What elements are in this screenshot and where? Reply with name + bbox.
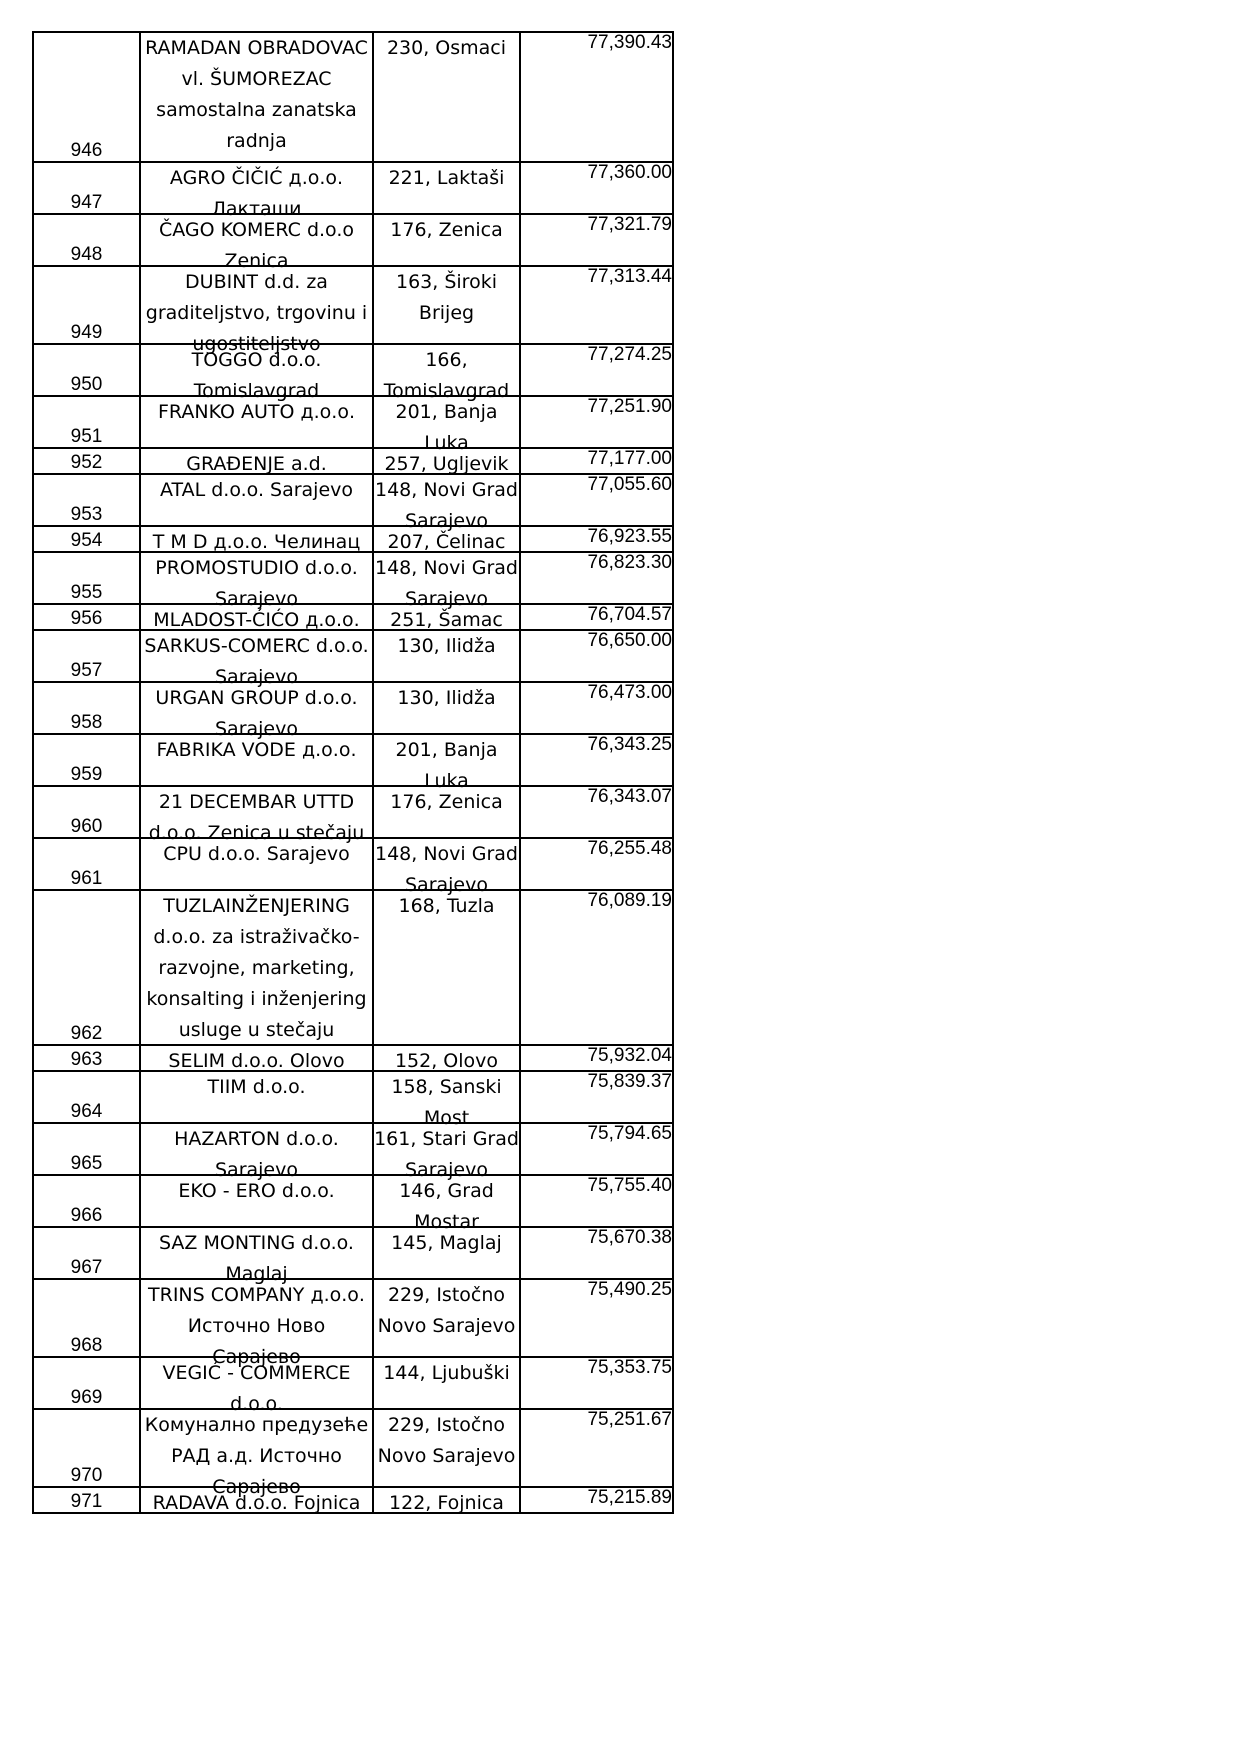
company-name-cell-text: AGRO ČIČIĆ д.о.о. Лакташи (169, 167, 344, 220)
municipality-cell-text: 152, Olovo (394, 1050, 499, 1072)
row-number-cell (33, 32, 140, 162)
row-number-cell-text: 952 (70, 452, 103, 473)
table-row (33, 448, 673, 474)
company-name-cell-text: FABRIKA VODE д.о.о. (156, 739, 357, 761)
company-name-cell (140, 1279, 373, 1368)
amount-cell-text: 76,704.57 (587, 604, 672, 625)
municipality-cell (373, 1409, 520, 1487)
company-name-cell (140, 396, 373, 448)
row-number-cell-text: 948 (70, 244, 103, 265)
municipality-cell-text: 148, Novi Grad Sarajevo (375, 479, 518, 532)
row-number-cell (33, 1071, 140, 1123)
row-number-cell (33, 630, 140, 682)
municipality-cell-text: 161, Stari Grad Sarajevo (374, 1128, 519, 1181)
municipality-cell (373, 32, 520, 162)
row-number-cell-text: 946 (70, 140, 103, 161)
municipality-cell (373, 526, 520, 552)
amount-cell-text: 75,932.04 (587, 1045, 672, 1066)
amount-cell (520, 734, 673, 786)
municipality-cell (373, 448, 520, 474)
amount-cell-text: 76,473.00 (587, 682, 672, 703)
row-number-cell-text: 962 (70, 1023, 103, 1044)
row-number-cell (33, 786, 140, 838)
amount-cell (520, 32, 673, 162)
company-name-cell (140, 604, 373, 630)
row-number-cell (33, 1409, 140, 1487)
amount-cell (520, 1227, 673, 1279)
table-row (33, 682, 673, 734)
table-row (33, 890, 673, 1045)
amount-cell (520, 630, 673, 682)
amount-cell-text: 77,360.00 (587, 162, 672, 183)
row-number-cell (33, 734, 140, 786)
amount-cell (520, 448, 673, 474)
row-number-cell (33, 604, 140, 630)
row-number-cell-text: 954 (70, 530, 103, 551)
amount-cell (520, 890, 673, 1045)
amount-cell (520, 344, 673, 396)
amount-cell-text: 76,089.19 (587, 890, 672, 911)
row-number-cell-text: 950 (70, 374, 103, 395)
municipality-cell-text: 257, Ugljevik (384, 453, 509, 475)
company-name-cell (140, 32, 373, 162)
row-number-cell (33, 1123, 140, 1175)
table-row (33, 474, 673, 526)
municipality-cell-text: 144, Ljubuški (383, 1362, 510, 1384)
amount-cell (520, 266, 673, 344)
row-number-cell-text: 953 (70, 504, 103, 525)
amount-cell-text: 75,353.75 (587, 1357, 672, 1378)
municipality-cell-text: 230, Osmaci (386, 37, 507, 59)
municipality-cell (373, 604, 520, 630)
amount-cell-text: 76,343.07 (587, 786, 672, 807)
municipality-cell (373, 630, 520, 682)
row-number-cell (33, 474, 140, 526)
amount-cell-text: 75,839.37 (587, 1071, 672, 1092)
table-row (33, 1071, 673, 1123)
municipality-cell-text: 229, Istočno Novo Sarajevo (377, 1414, 516, 1467)
amount-cell-text: 76,923.55 (587, 526, 672, 547)
municipality-cell-text: 229, Istočno Novo Sarajevo (377, 1284, 516, 1337)
company-name-cell-text: TIIM d.o.o. (207, 1076, 306, 1098)
municipality-cell (373, 1123, 520, 1181)
row-number-cell-text: 956 (70, 608, 103, 629)
table-row (33, 1227, 673, 1279)
row-number-cell-text: 960 (70, 816, 103, 837)
row-number-cell-text: 967 (70, 1257, 103, 1278)
company-name-cell-text: VEGIĆ - COMMERCE d.o.o. (162, 1362, 351, 1415)
municipality-cell-text: 130, Ilidža (397, 687, 496, 709)
company-name-cell (140, 734, 373, 786)
company-name-cell-text: EKO - ERO d.o.o. (178, 1180, 335, 1202)
company-name-cell (140, 552, 373, 610)
amount-cell-text: 76,255.48 (587, 838, 672, 859)
row-number-cell (33, 838, 140, 890)
municipality-cell-text: 148, Novi Grad Sarajevo (375, 557, 518, 610)
amount-cell (520, 162, 673, 214)
table-row (33, 734, 673, 786)
amount-cell (520, 604, 673, 630)
company-name-cell-text: CPU d.o.o. Sarajevo (163, 843, 350, 865)
municipality-cell-text: 122, Fojnica (389, 1492, 504, 1514)
company-name-cell (140, 1357, 373, 1415)
municipality-cell-text: 207, Čelinac (387, 531, 506, 553)
municipality-cell-text: 201, Banja Luka (395, 739, 498, 792)
company-name-cell (140, 448, 373, 474)
table-row (33, 630, 673, 682)
table-row (33, 786, 673, 838)
table-row (33, 1357, 673, 1409)
company-name-cell-text: TRINS COMPANY д.о.о. Источно Ново Сарајево (148, 1284, 365, 1368)
company-name-cell (140, 838, 373, 890)
company-name-cell-text: MLADOST-ĆIĆO д.о.о. (153, 609, 360, 631)
company-name-cell (140, 1175, 373, 1227)
amount-cell (520, 552, 673, 604)
municipality-cell (373, 552, 520, 610)
table-row (33, 552, 673, 604)
municipality-cell (373, 1045, 520, 1071)
company-name-cell-text: RADAVA d.o.o. Fojnica (152, 1492, 361, 1514)
row-number-cell (33, 162, 140, 214)
company-name-cell-text: SELIM d.o.o. Olovo (168, 1050, 345, 1072)
company-name-cell-text: GRAĐENJE a.d. (186, 453, 327, 475)
row-number-cell-text: 971 (70, 1491, 103, 1512)
row-number-cell (33, 526, 140, 552)
row-number-cell-text: 968 (70, 1335, 103, 1356)
amount-cell-text: 77,055.60 (587, 474, 672, 495)
municipality-cell (373, 162, 520, 214)
amount-cell-text: 77,321.79 (587, 214, 672, 235)
company-name-cell-text: ČAGO KOMERC d.o.o Zenica (158, 219, 355, 272)
amount-cell (520, 1175, 673, 1227)
company-name-cell-text: HAZARTON d.o.o. Sarajevo (174, 1128, 339, 1181)
company-name-cell-text: Комунално предузеће РАД а.д. Источно Сарајево (144, 1414, 369, 1498)
row-number-cell-text: 966 (70, 1205, 103, 1226)
row-number-cell (33, 682, 140, 734)
row-number-cell-text: 963 (70, 1049, 103, 1070)
row-number-cell-text: 964 (70, 1101, 103, 1122)
municipality-cell (373, 1227, 520, 1279)
municipality-cell (373, 1279, 520, 1357)
amount-cell (520, 682, 673, 734)
amount-cell (520, 214, 673, 266)
amount-cell-text: 76,650.00 (587, 630, 672, 651)
row-number-cell (33, 1487, 140, 1513)
municipality-cell (373, 1487, 520, 1513)
company-name-cell-text: PROMOSTUDIO d.o.o. Sarajevo (155, 557, 358, 610)
municipality-cell-text: 251, Šamac (390, 609, 503, 631)
amount-cell (520, 786, 673, 838)
amount-cell (520, 396, 673, 448)
amount-cell (520, 1279, 673, 1357)
row-number-cell-text: 947 (70, 192, 103, 213)
company-name-cell (140, 1045, 373, 1071)
municipality-cell-text: 221, Laktaši (388, 167, 505, 189)
table-row (33, 214, 673, 266)
table-row (33, 1487, 673, 1513)
company-name-cell (140, 344, 373, 402)
table-row (33, 1123, 673, 1175)
row-number-cell-text: 969 (70, 1387, 103, 1408)
amount-cell (520, 1123, 673, 1175)
row-number-cell-text: 949 (70, 322, 103, 343)
amount-cell-text: 77,177.00 (587, 448, 672, 469)
amount-cell (520, 1409, 673, 1487)
company-name-cell (140, 214, 373, 272)
municipality-cell (373, 890, 520, 1045)
amount-cell-text: 77,313.44 (587, 266, 672, 287)
row-number-cell (33, 344, 140, 396)
municipality-cell (373, 838, 520, 896)
table-row (33, 344, 673, 396)
company-name-cell-text: TUZLAINŽENJERING d.o.o. za istraživačko-razvojne, marketing, konsalting i inženjering usluge u stečaju (146, 895, 367, 1041)
amount-cell-text: 76,343.25 (587, 734, 672, 755)
amount-cell-text: 75,251.67 (587, 1409, 672, 1430)
amount-cell (520, 1357, 673, 1409)
table-row (33, 1279, 673, 1357)
municipality-cell (373, 1071, 520, 1129)
amount-cell (520, 1487, 673, 1513)
company-name-cell (140, 682, 373, 740)
municipality-cell (373, 214, 520, 266)
municipality-cell (373, 1357, 520, 1409)
amount-cell-text: 75,794.65 (587, 1123, 672, 1144)
table-row (33, 32, 673, 162)
amount-cell-text: 75,670.38 (587, 1227, 672, 1248)
company-name-cell-text: 21 DECEMBAR UTTD d.o.o. Zenica u stečaju (148, 791, 365, 844)
row-number-cell (33, 1175, 140, 1227)
amount-cell (520, 1045, 673, 1071)
company-name-cell (140, 630, 373, 688)
company-name-cell (140, 266, 373, 355)
company-name-cell (140, 1227, 373, 1285)
company-name-cell (140, 474, 373, 526)
table-row (33, 526, 673, 552)
company-name-cell-text: FRANKO AUTO д.о.о. (158, 401, 355, 423)
table-row (33, 1045, 673, 1071)
amount-cell (520, 526, 673, 552)
municipality-cell (373, 1175, 520, 1233)
row-number-cell-text: 961 (70, 868, 103, 889)
municipality-cell (373, 266, 520, 344)
amount-cell-text: 77,390.43 (587, 32, 672, 53)
table-row (33, 1175, 673, 1227)
municipality-cell-text: 201, Banja Luka (395, 401, 498, 454)
municipality-cell-text: 163, Široki Brijeg (396, 271, 497, 324)
company-name-cell-text: T M D д.о.о. Челинац (152, 531, 361, 553)
municipality-cell-text: 148, Novi Grad Sarajevo (375, 843, 518, 896)
row-number-cell (33, 448, 140, 474)
row-number-cell (33, 1357, 140, 1409)
row-number-cell (33, 396, 140, 448)
municipality-cell (373, 734, 520, 792)
row-number-cell (33, 1227, 140, 1279)
row-number-cell-text: 970 (70, 1465, 103, 1486)
company-name-cell-text: SAZ MONTING d.o.o. Maglaj (159, 1232, 354, 1285)
amount-cell-text: 76,823.30 (587, 552, 672, 573)
amount-cell-text: 77,251.90 (587, 396, 672, 417)
company-name-cell (140, 526, 373, 552)
company-name-cell-text: TOGGO d.o.o. Tomislavgrad (191, 349, 322, 402)
municipality-cell (373, 344, 520, 402)
municipality-cell-text: 130, Ilidža (397, 635, 496, 657)
company-name-cell-text: DUBINT d.d. za graditeljstvo, trgovinu i ugostiteljstvo (145, 271, 368, 355)
amount-cell-text: 75,490.25 (587, 1279, 672, 1300)
company-name-cell (140, 786, 373, 844)
row-number-cell (33, 1045, 140, 1071)
municipality-cell-text: 146, Grad Mostar (399, 1180, 494, 1233)
row-number-cell-text: 955 (70, 582, 103, 603)
company-name-cell (140, 162, 373, 220)
table-row (33, 162, 673, 214)
company-name-cell-text: URGAN GROUP d.o.o. Sarajevo (155, 687, 358, 740)
company-name-cell-text: RAMADAN OBRADOVAC vl. ŠUMOREZAC samostalna zanatska radnja (145, 37, 368, 152)
municipality-cell-text: 145, Maglaj (391, 1232, 502, 1254)
row-number-cell (33, 214, 140, 266)
row-number-cell (33, 552, 140, 604)
municipality-cell (373, 682, 520, 734)
amount-cell (520, 474, 673, 526)
amount-cell (520, 838, 673, 890)
company-name-cell-text: SARKUS-COMERC d.o.o. Sarajevo (144, 635, 369, 688)
table-row (33, 266, 673, 344)
row-number-cell-text: 958 (70, 712, 103, 733)
municipality-cell (373, 786, 520, 838)
table-row (33, 1409, 673, 1487)
amount-cell-text: 75,755.40 (587, 1175, 672, 1196)
municipality-cell-text: 158, Sanski Most (391, 1076, 502, 1129)
row-number-cell-text: 959 (70, 764, 103, 785)
row-number-cell (33, 1279, 140, 1357)
row-number-cell-text: 957 (70, 660, 103, 681)
company-name-cell (140, 1409, 373, 1498)
table-row (33, 396, 673, 448)
municipality-cell-text: 168, Tuzla (398, 895, 495, 917)
company-name-cell-text: ATAL d.o.o. Sarajevo (159, 479, 354, 501)
municipality-cell-text: 176, Zenica (390, 219, 503, 241)
table-row (33, 604, 673, 630)
amount-cell-text: 75,215.89 (587, 1487, 672, 1508)
company-name-cell (140, 1487, 373, 1513)
row-number-cell-text: 965 (70, 1153, 103, 1174)
amount-cell-text: 77,274.25 (587, 344, 672, 365)
table-body (33, 32, 673, 1513)
company-name-cell (140, 1123, 373, 1181)
company-name-cell (140, 1071, 373, 1123)
amount-cell (520, 1071, 673, 1123)
company-name-cell (140, 890, 373, 1045)
companies-table (32, 31, 674, 1514)
municipality-cell (373, 474, 520, 532)
municipality-cell-text: 166, Tomislavgrad (383, 349, 510, 402)
municipality-cell-text: 176, Zenica (390, 791, 503, 813)
row-number-cell (33, 890, 140, 1045)
row-number-cell-text: 951 (70, 426, 103, 447)
row-number-cell (33, 266, 140, 344)
